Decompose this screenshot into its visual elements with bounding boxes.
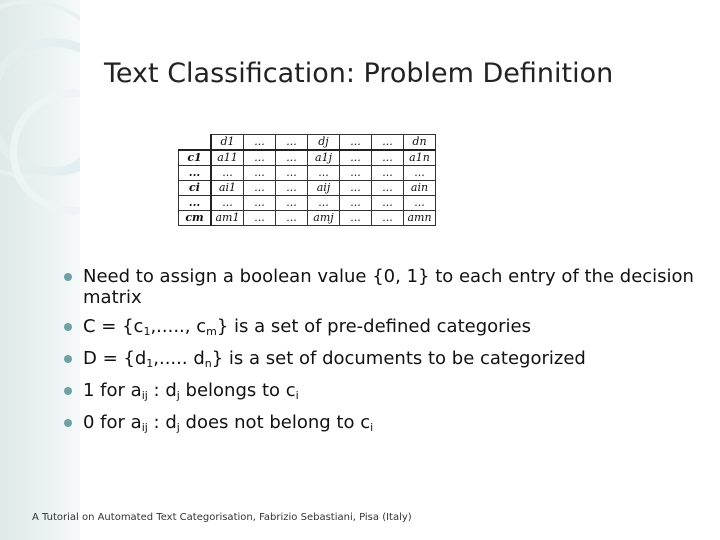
matrix-cell: ... xyxy=(211,196,244,211)
bullet-list xyxy=(64,266,694,444)
matrix-cell: ai1 xyxy=(211,181,244,196)
bullet-text: C = {c xyxy=(83,316,144,337)
matrix-cell: ... xyxy=(244,196,276,211)
matrix-cell: ... xyxy=(244,166,276,181)
matrix-row-label: ... xyxy=(179,196,212,211)
matrix-cell: ... xyxy=(404,196,436,211)
subscript: i xyxy=(370,421,374,434)
subscript: 1 xyxy=(143,325,151,338)
matrix-cell: ... xyxy=(340,150,372,166)
matrix-header-cell: dj xyxy=(308,135,340,151)
matrix-cell: aij xyxy=(308,181,340,196)
subscript: ij xyxy=(141,421,148,434)
matrix-row xyxy=(179,181,436,196)
matrix-header-cell: ... xyxy=(340,135,372,151)
matrix-header-cell: dn xyxy=(404,135,436,151)
matrix-cell: amj xyxy=(308,211,340,226)
bullet-item xyxy=(64,380,694,406)
bullet-item xyxy=(64,316,694,342)
matrix-header-cell: ... xyxy=(276,135,308,151)
slide-title: Text Classification: Problem Definition xyxy=(104,58,614,89)
matrix-row-label: c1 xyxy=(179,150,212,166)
bullet-dot-icon xyxy=(64,355,72,363)
bullet-text: does not belong to c xyxy=(179,412,371,433)
matrix-cell: ... xyxy=(372,150,404,166)
matrix-cell: ... xyxy=(276,211,308,226)
matrix-row xyxy=(179,150,436,166)
subscript: j xyxy=(176,421,180,434)
matrix-cell: ... xyxy=(276,166,308,181)
matrix-row xyxy=(179,166,436,181)
matrix-cell: ... xyxy=(211,166,244,181)
subscript: 1 xyxy=(146,357,154,370)
subscript: i xyxy=(295,389,299,402)
bullet-text: 0 for a xyxy=(83,412,142,433)
footer-citation: A Tutorial on Automated Text Categorisation, Fabrizio Sebastiani, Pisa (Italy) xyxy=(32,512,412,523)
bullet-dot-icon xyxy=(64,323,72,331)
matrix-cell: ... xyxy=(372,166,404,181)
matrix-cell: ... xyxy=(372,181,404,196)
matrix-cell: ... xyxy=(404,166,436,181)
matrix-row-label: ... xyxy=(179,166,212,181)
matrix-cell: ... xyxy=(244,181,276,196)
matrix-cell: ... xyxy=(276,150,308,166)
matrix-corner-cell xyxy=(179,135,212,151)
matrix-cell: amn xyxy=(404,211,436,226)
matrix-cell: ... xyxy=(276,196,308,211)
matrix-cell: a11 xyxy=(211,150,244,166)
matrix-cell: a1n xyxy=(404,150,436,166)
matrix-cell: ... xyxy=(308,196,340,211)
subscript: n xyxy=(204,357,212,370)
bullet-item xyxy=(64,266,694,308)
bullet-text: ,..... d xyxy=(153,348,205,369)
matrix-header-cell: ... xyxy=(372,135,404,151)
decision-matrix xyxy=(178,134,436,226)
bullet-text: } is a set of pre-defined categories xyxy=(216,316,531,337)
bullet-item xyxy=(64,348,694,374)
bullet-text: } is a set of documents to be categorized xyxy=(211,348,586,369)
matrix-row-label: cm xyxy=(179,211,212,226)
bullet-dot-icon xyxy=(64,273,72,281)
matrix-cell: am1 xyxy=(211,211,244,226)
matrix-cell: ... xyxy=(308,166,340,181)
bullet-text: ,....., c xyxy=(150,316,207,337)
matrix-cell: ... xyxy=(340,166,372,181)
matrix-cell: ... xyxy=(372,211,404,226)
bullet-item xyxy=(64,412,694,438)
matrix-cell: ... xyxy=(244,211,276,226)
matrix-cell: ... xyxy=(372,196,404,211)
bullet-text: Need to assign a boolean value {0, 1} to each entry of the decision matrix xyxy=(83,266,694,308)
bullet-dot-icon xyxy=(64,387,72,395)
bullet-text: D = {d xyxy=(83,348,147,369)
matrix-row xyxy=(179,196,436,211)
matrix-row-label: ci xyxy=(179,181,212,196)
matrix-cell: ... xyxy=(244,150,276,166)
matrix-cell: ... xyxy=(340,196,372,211)
bullet-text: : d xyxy=(147,380,177,401)
matrix-header-row xyxy=(179,135,436,151)
matrix-row xyxy=(179,211,436,226)
bullet-text: belongs to c xyxy=(179,380,296,401)
matrix-cell: ... xyxy=(276,181,308,196)
matrix-cell: ain xyxy=(404,181,436,196)
matrix-cell: ... xyxy=(340,181,372,196)
matrix-cell: ... xyxy=(340,211,372,226)
bullet-dot-icon xyxy=(64,419,72,427)
matrix-cell: a1j xyxy=(308,150,340,166)
bullet-text: 1 for a xyxy=(83,380,142,401)
matrix-header-cell: d1 xyxy=(211,135,244,151)
bullet-text: : d xyxy=(147,412,177,433)
matrix-header-cell: ... xyxy=(244,135,276,151)
subscript: m xyxy=(206,325,217,338)
subscript: j xyxy=(176,389,180,402)
subscript: ij xyxy=(141,389,148,402)
